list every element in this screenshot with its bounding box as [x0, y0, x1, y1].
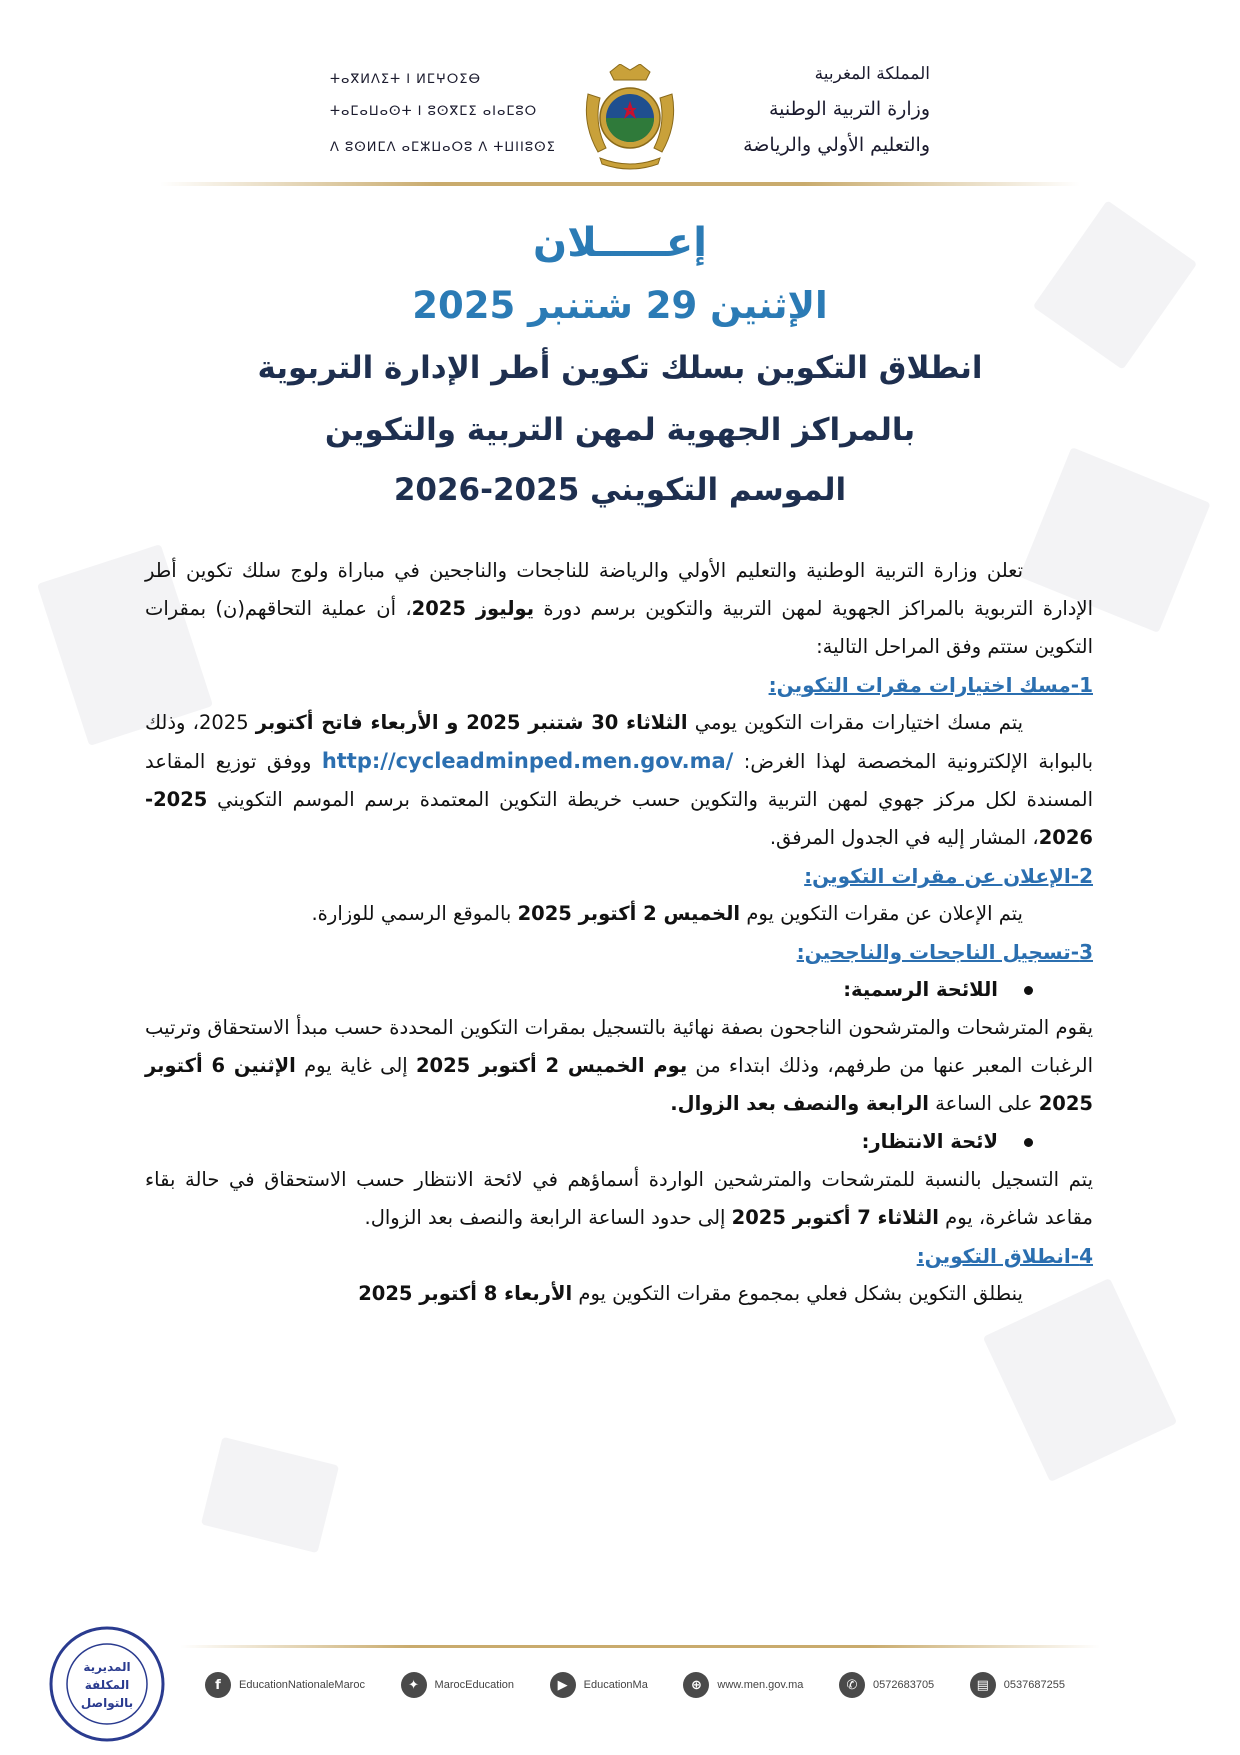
footer-website[interactable]	[683, 1672, 803, 1698]
subtitle-line-1: انطلاق التكوين بسلك تكوين أطر الإدارة التربوية	[257, 350, 983, 386]
announcement-body	[145, 552, 1093, 1313]
waiting-list-paragraph	[145, 1161, 1093, 1237]
stamp-line-3: بالتواصل	[80, 1696, 134, 1710]
s4-text: ينطلق التكوين بشكل فعلي بمجموع مقرات التكوين يوم	[572, 1282, 1023, 1305]
section-1-paragraph	[145, 704, 1093, 857]
ministry-header	[330, 60, 930, 190]
stamp-line-1: المديرية	[83, 1660, 131, 1674]
s2-date: الخميس 2 أكتوبر 2025	[517, 902, 741, 925]
youtube-handle: EducationMa	[583, 1679, 648, 1691]
bullet-official-list	[145, 971, 1093, 1009]
youtube-icon: ▶	[550, 1672, 576, 1698]
b1-end-date: الإثنين 6 أكتوبر 2025	[145, 1054, 1093, 1115]
phone-icon: ✆	[839, 1672, 865, 1698]
twitter-handle: MarocEducation	[434, 1679, 515, 1691]
background-shape	[201, 1437, 339, 1553]
s1-text-4: ، المشار إليه في الجدول المرفق.	[769, 826, 1039, 849]
footer-divider	[180, 1645, 1100, 1648]
intro-paragraph	[145, 552, 1093, 666]
section-2-heading: 2-الإعلان عن مقرات التكوين:	[804, 864, 1093, 888]
footer-youtube[interactable]	[550, 1672, 648, 1698]
bullet-official-label: اللائحة الرسمية:	[843, 978, 998, 1001]
ministry-name-line-2: والتعليم الأولي والرياضة	[743, 134, 930, 156]
b2-text-2: إلى حدود الساعة الرابعة والنصف بعد الزوال.	[364, 1206, 732, 1229]
s1-dates: الثلاثاء 30 شتنبر 2025 و الأربعاء فاتح أكتوبر	[255, 711, 688, 734]
intro-text: تعلن وزارة التربية الوطنية والتعليم الأولي والرياضة للناجحات والناجحين في مباراة ولوج سلك تكوين أطر الإدارة التربوية بالمراكز الجهوية لمهن التربية والتكوين برسم دورة	[145, 559, 1093, 620]
intro-text-end: ، أن عملية التحاقهم(ن) بمقرات التكوين ستتم وفق المراحل التالية:	[145, 597, 1093, 658]
announcement-title: إعـــــلان	[533, 220, 707, 266]
b1-text-2: إلى غاية يوم	[295, 1054, 416, 1077]
bullet-waiting-list	[145, 1123, 1093, 1161]
announcement-date: الإثنين 29 شتنبر 2025	[412, 284, 828, 327]
b1-text: يقوم المترشحات والمترشحون الناجحون بصفة نهائية بالتسجيل بمقرات التكوين المحددة حسب مبدأ الاستحقاق وترتيب الرغبات المعبر عنها من طرفهم، وذلك ابتداء من	[145, 1016, 1093, 1077]
website-url: www.men.gov.ma	[717, 1679, 804, 1691]
subtitle-line-2: بالمراكز الجهوية لمهن التربية والتكوين	[324, 412, 916, 448]
stamp-line-2: المكلفة	[84, 1678, 130, 1692]
s2-text: يتم الإعلان عن مقرات التكوين يوم	[740, 902, 1023, 925]
s4-date: الأربعاء 8 أكتوبر 2025	[358, 1282, 573, 1305]
b1-start-date: يوم الخميس 2 أكتوبر 2025	[415, 1054, 688, 1077]
bullet-waiting-label: لائحة الانتظار:	[861, 1130, 998, 1153]
bullet-dot	[1024, 1138, 1033, 1147]
b1-text-3: على الساعة	[928, 1092, 1039, 1115]
s1-text-3: ووفق توزيع المقاعد المسندة لكل مركز جهوي لمهن التربية والتكوين حسب خريطة التكوين المعتمدة برسم الموسم التكويني	[145, 750, 1093, 811]
royal-emblem-icon	[580, 64, 680, 174]
ministry-name-line-1: وزارة التربية الوطنية	[769, 98, 930, 120]
subtitle-line-3: الموسم التكويني 2025-2026	[393, 472, 847, 508]
kingdom-name: المملكة المغربية	[814, 64, 930, 84]
section-4-heading: 4-انطلاق التكوين:	[916, 1244, 1093, 1268]
facebook-icon: f	[205, 1672, 231, 1698]
footer-phone[interactable]	[839, 1672, 934, 1698]
header-divider	[160, 182, 1080, 186]
intro-session: يوليوز 2025	[411, 597, 535, 620]
amazigh-line-2: ⵜⴰⵎⴰⵡⴰⵙⵜ ⵏ ⵓⵙⴳⵎⵉ ⴰⵏⴰⵎⵓⵔ	[330, 104, 538, 119]
b2-date: الثلاثاء 7 أكتوبر 2025	[731, 1206, 939, 1229]
official-list-paragraph	[145, 1009, 1093, 1123]
fax-icon: ▤	[970, 1672, 996, 1698]
globe-icon: ⊕	[683, 1672, 709, 1698]
section-3-heading: 3-تسجيل الناجحات والناجحين:	[796, 940, 1093, 964]
section-4-paragraph	[145, 1275, 1093, 1313]
bullet-dot	[1024, 986, 1033, 995]
b2-text: يتم التسجيل بالنسبة للمترشحات والمترشحين الواردة أسماؤهم في لائحة الانتظار حسب الاستحقاق في حالة بقاء مقاعد شاغرة، يوم	[145, 1168, 1093, 1229]
b1-time: الرابعة والنصف بعد الزوال.	[670, 1092, 929, 1115]
section-1-heading: 1-مسك اختيارات مقرات التكوين:	[768, 673, 1093, 697]
s1-text-2: 2025، وذلك بالبوابة الإلكترونية المخصصة لهذا الغرض:	[145, 711, 1093, 773]
twitter-icon: ✦	[401, 1672, 427, 1698]
s1-text: يتم مسك اختيارات مقرات التكوين يومي	[687, 711, 1024, 734]
footer-twitter[interactable]	[401, 1672, 515, 1698]
phone-number: 0572683705	[873, 1679, 935, 1691]
facebook-handle: EducationNationaleMaroc	[239, 1679, 365, 1691]
section-2-paragraph	[145, 895, 1093, 933]
footer-facebook[interactable]	[205, 1672, 365, 1698]
directorate-stamp-icon	[48, 1625, 166, 1743]
amazigh-line-1: ⵜⴰⴳⵍⴷⵉⵜ ⵏ ⵍⵎⵖⵔⵉⴱ	[330, 72, 482, 87]
fax-number: 0537687255	[1003, 1679, 1065, 1691]
portal-link[interactable]: http://cycleadminped.men.gov.ma/	[321, 749, 734, 773]
amazigh-line-3: ⴷ ⵓⵙⵍⵎⴷ ⴰⵎⵣⵡⴰⵔⵓ ⴷ ⵜⵡⵏⵏⵓⵙⵉ	[330, 140, 556, 155]
s1-season: 2025-2026	[145, 788, 1093, 849]
footer-fax[interactable]	[970, 1672, 1065, 1698]
s2-text-2: بالموقع الرسمي للوزارة.	[311, 902, 518, 925]
contact-footer	[205, 1668, 1065, 1702]
